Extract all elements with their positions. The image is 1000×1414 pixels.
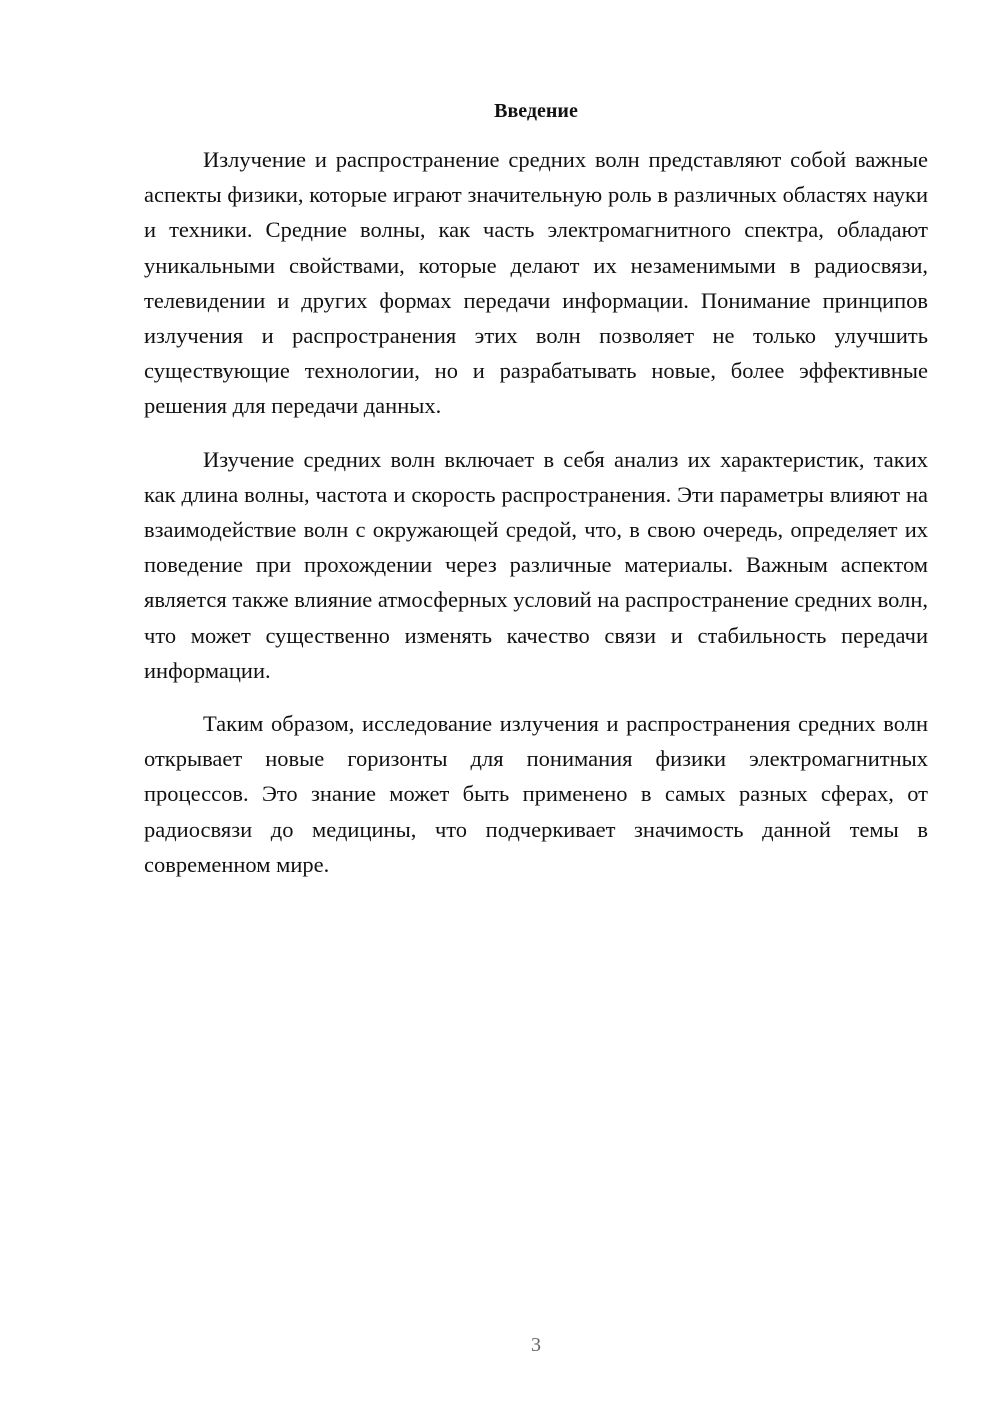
- paragraph-3: Таким образом, исследование излучения и распространения средних волн открывает новые горизонты для понимания физики электромагнитных процессов. Это знание может быть применено в самых разных сферах, от радиосвязи до медицины, что подчеркивает значимость данной темы в современном мире.: [144, 711, 928, 877]
- document-body: [144, 142, 928, 900]
- paragraph-2: Изучение средних волн включает в себя анализ их характеристик, таких как длина волны, частота и скорость распространения. Эти параметры влияют на взаимодействие волн с окружающей средой, что, в свою очередь, определяет их поведение при прохождении через различные материалы. Важным аспектом является также влияние атмосферных условий на распространение средних волн, что может существенно изменять качество связи и стабильность передачи информации.: [144, 446, 928, 683]
- section-heading: Введение: [494, 100, 578, 122]
- paragraph-1: Излучение и распространение средних волн представляют собой важные аспекты физики, которые играют значительную роль в различных областях науки и техники. Средние волны, как часть электромагнитного спектра, обладают уникальными свойствами, которые делают их незаменимыми в радиосвязи, телевидении и других формах передачи информации. Понимание принципов излучения и распространения этих волн позволяет не только улучшить существующие технологии, но и разрабатывать новые, более эффективные решения для передачи данных.: [144, 147, 928, 419]
- page-number: 3: [531, 1334, 541, 1356]
